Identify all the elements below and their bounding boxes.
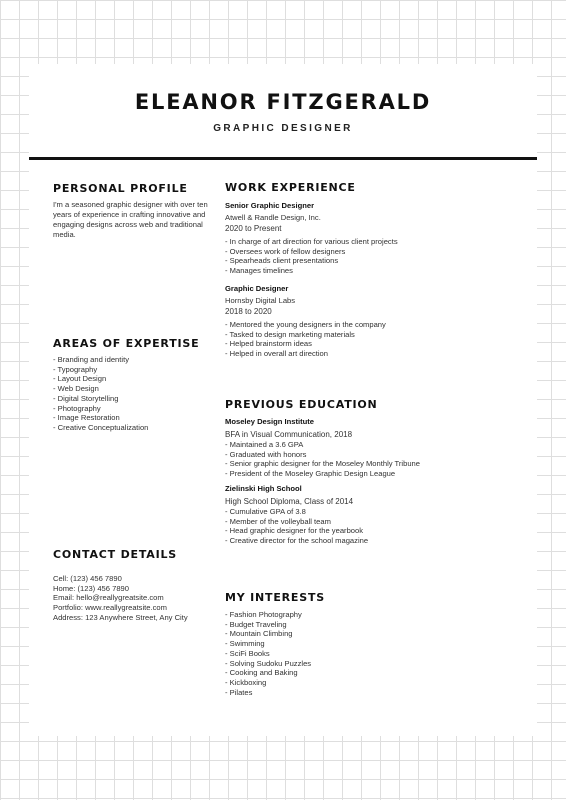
list-item: - Creative Conceptualization bbox=[53, 422, 149, 432]
profile-section bbox=[53, 182, 213, 240]
list-item: - Creative director for the school magazine bbox=[225, 535, 369, 545]
contact-address: Address: 123 Anywhere Street, Any City bbox=[53, 612, 188, 622]
expertise-list bbox=[53, 355, 213, 433]
list-item: - Mountain Climbing bbox=[225, 629, 293, 639]
list-item: - Graduated with honors bbox=[225, 449, 307, 459]
candidate-name: ELEANOR FITZGERALD bbox=[134, 90, 432, 114]
list-item: - Image Restoration bbox=[53, 413, 120, 423]
school-name: Moseley Design Institute bbox=[225, 417, 315, 426]
list-item: - President of the Moseley Graphic Design League bbox=[225, 469, 396, 479]
list-item: - Solving Sudoku Puzzles bbox=[225, 658, 312, 668]
list-item: - Manages timelines bbox=[225, 266, 293, 276]
job-dates: 2020 to Present bbox=[225, 224, 282, 233]
interests-heading: MY INTERESTS bbox=[225, 591, 325, 604]
candidate-title: GRAPHIC DESIGNER bbox=[213, 123, 353, 134]
school-degree: BFA in Visual Communication, 2018 bbox=[225, 430, 353, 439]
education-heading: PREVIOUS EDUCATION bbox=[225, 398, 378, 411]
job-dates: 2018 to 2020 bbox=[225, 306, 272, 316]
contact-home: Home: (123) 456 7890 bbox=[53, 583, 129, 593]
header-divider bbox=[29, 157, 537, 160]
school-bullets bbox=[225, 507, 515, 546]
expertise-heading: AREAS OF EXPERTISE bbox=[53, 337, 200, 350]
list-item: - In charge of art direction for various client projects bbox=[225, 237, 398, 246]
contact-section bbox=[53, 548, 213, 623]
school-bullets bbox=[225, 440, 515, 479]
job-title: Senior Graphic Designer bbox=[225, 201, 315, 210]
list-item: - SciFi Books bbox=[225, 648, 270, 658]
work-heading: WORK EXPERIENCE bbox=[225, 181, 356, 194]
list-item: - Oversees work of fellow designers bbox=[225, 246, 346, 256]
list-item: - Typography bbox=[53, 364, 98, 374]
list-item: - Helped in overall art direction bbox=[225, 348, 328, 358]
list-item: - Swimming bbox=[225, 639, 265, 649]
contact-email[interactable]: Email: hello@reallygreatsite.com bbox=[53, 593, 164, 603]
list-item: - Mentored the young designers in the company bbox=[225, 319, 386, 329]
list-item: - Spearheads client presentations bbox=[225, 256, 339, 266]
job-bullets bbox=[225, 320, 515, 359]
interests-list bbox=[225, 610, 515, 697]
job-title: Graphic Designer bbox=[225, 283, 289, 293]
list-item: - Tasked to design marketing materials bbox=[225, 329, 355, 339]
education-section bbox=[225, 398, 515, 546]
contact-heading: CONTACT DETAILS bbox=[53, 548, 178, 561]
interests-section bbox=[225, 591, 515, 697]
list-item: - Senior graphic designer for the Moseley Monthly Tribune bbox=[225, 459, 421, 469]
profile-text: I'm a seasoned graphic designer with over ten years of experience in crafting innovative and engaging designs across web and traditional media. bbox=[53, 200, 208, 239]
list-item: - Maintained a 3.6 GPA bbox=[225, 440, 304, 449]
list-item: - Head graphic designer for the yearbook bbox=[225, 526, 364, 536]
school-name: Zielinski High School bbox=[225, 483, 302, 493]
list-item: - Pilates bbox=[225, 687, 253, 697]
list-item: - Web Design bbox=[53, 384, 99, 394]
work-section bbox=[225, 181, 515, 359]
list-item: - Photography bbox=[53, 403, 101, 413]
contact-cell: Cell: (123) 456 7890 bbox=[53, 574, 122, 583]
list-item: - Layout Design bbox=[53, 374, 107, 384]
list-item: - Branding and identity bbox=[53, 355, 129, 364]
list-item: - Member of the volleyball team bbox=[225, 516, 331, 526]
job-company: Atwell & Randle Design, Inc. bbox=[225, 213, 321, 222]
job-company: Hornsby Digital Labs bbox=[225, 295, 296, 305]
list-item: - Kickboxing bbox=[225, 677, 267, 687]
list-item: - Digital Storytelling bbox=[53, 393, 119, 403]
expertise-section bbox=[53, 337, 213, 433]
contact-list bbox=[53, 574, 213, 613]
contact-portfolio[interactable]: Portfolio: www.reallygreatsite.com bbox=[53, 603, 167, 613]
list-item: - Cumulative GPA of 3.8 bbox=[225, 506, 306, 516]
job-bullets bbox=[225, 237, 515, 276]
list-item: - Helped brainstorm ideas bbox=[225, 339, 312, 349]
resume-sheet bbox=[29, 64, 537, 736]
list-item: - Budget Traveling bbox=[225, 619, 287, 629]
school-degree: High School Diploma, Class of 2014 bbox=[225, 496, 354, 506]
list-item: - Cooking and Baking bbox=[225, 668, 298, 678]
list-item: - Fashion Photography bbox=[225, 610, 302, 619]
profile-heading: PERSONAL PROFILE bbox=[53, 182, 188, 195]
